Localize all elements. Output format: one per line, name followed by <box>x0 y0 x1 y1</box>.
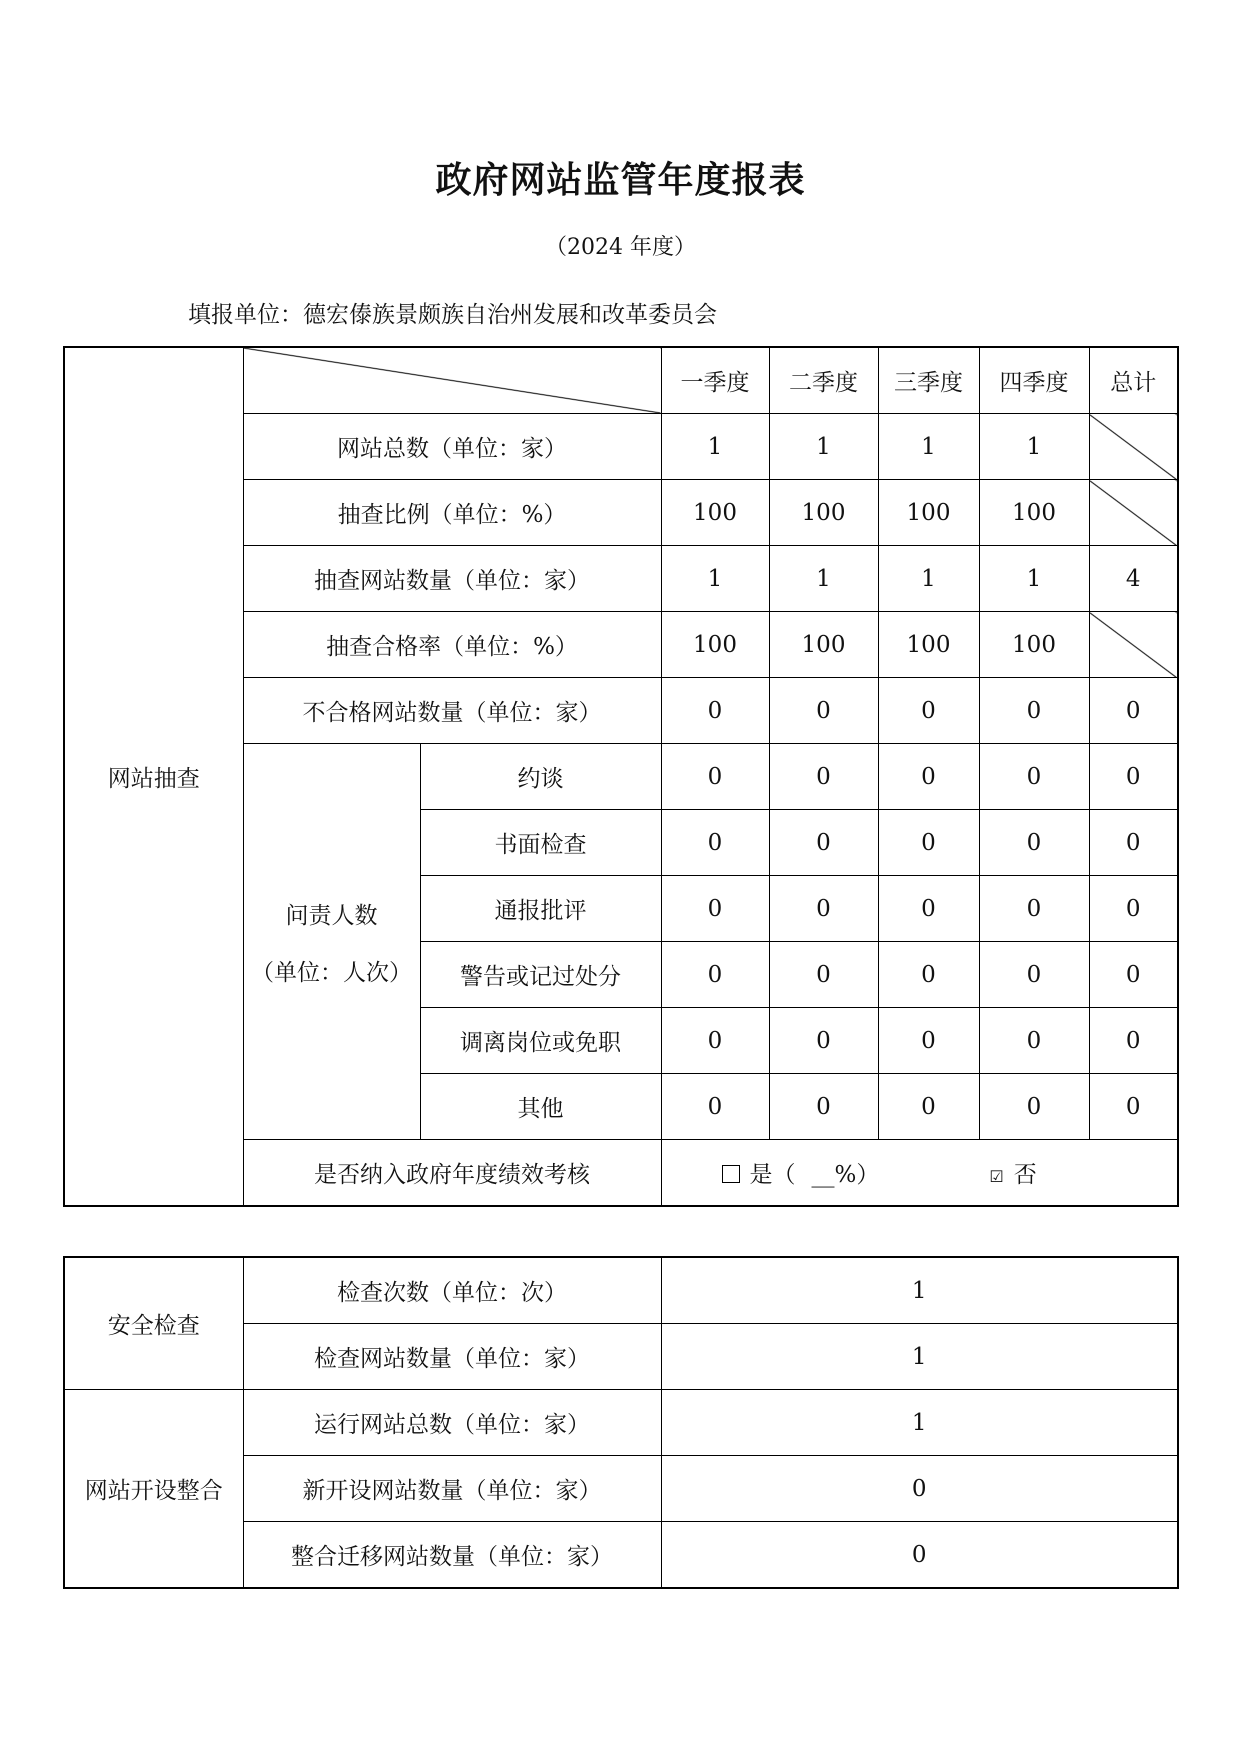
cell-value: 100 <box>979 480 1089 546</box>
yes-label: 是（ <box>749 1162 796 1188</box>
cell-value: 1 <box>661 1324 1178 1390</box>
no-checkbox-checked[interactable]: ☑ <box>989 1167 1004 1186</box>
cell-value: 0 <box>661 678 769 744</box>
row-label: 通报批评 <box>420 876 661 942</box>
cell-value: 0 <box>661 876 769 942</box>
cell-value: 0 <box>769 876 878 942</box>
row-label: 调离岗位或免职 <box>420 1008 661 1074</box>
cell-total: 0 <box>1089 678 1178 744</box>
cell-value: 1 <box>878 414 979 480</box>
row-label: 其他 <box>420 1074 661 1140</box>
cell-total: 4 <box>1089 546 1178 612</box>
cell-value: 0 <box>661 1074 769 1140</box>
row-label: 检查网站数量（单位：家） <box>243 1324 661 1390</box>
row-label: 检查次数（单位：次） <box>243 1257 661 1324</box>
cell-value: 0 <box>979 942 1089 1008</box>
cell-value: 0 <box>769 1008 878 1074</box>
crossed-out-cell <box>1089 612 1178 678</box>
no-label: 否 <box>1013 1162 1037 1188</box>
cell-value: 0 <box>661 1008 769 1074</box>
row-label: 抽查合格率（单位：%） <box>243 612 661 678</box>
cell-value: 100 <box>661 612 769 678</box>
cell-value: 0 <box>661 744 769 810</box>
cell-value: 1 <box>661 1257 1178 1324</box>
cell-total: 0 <box>1089 810 1178 876</box>
cell-value: 1 <box>661 414 769 480</box>
crossed-out-cell <box>1089 414 1178 480</box>
cell-value: 0 <box>979 1008 1089 1074</box>
reporting-unit: 填报单位：德宏傣族景颇族自治州发展和改革委员会 <box>188 302 717 328</box>
cell-value: 0 <box>878 1008 979 1074</box>
cell-total: 0 <box>1089 942 1178 1008</box>
cell-value: 100 <box>878 612 979 678</box>
cell-value: 1 <box>769 546 878 612</box>
cell-value: 0 <box>878 942 979 1008</box>
cell-value: 100 <box>661 480 769 546</box>
table-row <box>64 1257 1178 1324</box>
cell-total: 0 <box>1089 744 1178 810</box>
cell-value: 0 <box>769 942 878 1008</box>
cell-value: 0 <box>878 678 979 744</box>
row-label: 整合迁移网站数量（单位：家） <box>243 1522 661 1589</box>
performance-options <box>661 1140 1178 1207</box>
row-label: 抽查网站数量（单位：家） <box>243 546 661 612</box>
cell-total: 0 <box>1089 876 1178 942</box>
section-security-check: 安全检查 <box>64 1257 243 1390</box>
header-q2: 二季度 <box>769 347 878 414</box>
header-q3: 三季度 <box>878 347 979 414</box>
header-total: 总计 <box>1089 347 1178 414</box>
table-row <box>64 1390 1178 1456</box>
section-site-integration: 网站开设整合 <box>64 1390 243 1589</box>
cell-value: 0 <box>661 810 769 876</box>
cell-total: 0 <box>1089 1074 1178 1140</box>
cell-value: 1 <box>661 546 769 612</box>
accountability-label <box>243 744 420 1140</box>
cell-value: 100 <box>769 612 878 678</box>
cell-value: 0 <box>979 876 1089 942</box>
cell-total: 0 <box>1089 1008 1178 1074</box>
header-row <box>64 347 1178 414</box>
cell-value: 0 <box>878 744 979 810</box>
page-title: 政府网站监管年度报表 <box>435 159 806 201</box>
header-q4: 四季度 <box>979 347 1089 414</box>
row-label: 抽查比例（单位：%） <box>243 480 661 546</box>
row-label: 是否纳入政府年度绩效考核 <box>243 1140 661 1207</box>
row-label: 运行网站总数（单位：家） <box>243 1390 661 1456</box>
cell-value: 1 <box>769 414 878 480</box>
cell-value: 0 <box>979 678 1089 744</box>
yes-checkbox[interactable] <box>722 1165 740 1183</box>
cell-value: 100 <box>979 612 1089 678</box>
cell-value: 1 <box>878 546 979 612</box>
security-table <box>63 1256 1179 1589</box>
cell-value: 1 <box>661 1390 1178 1456</box>
cell-value: 0 <box>878 810 979 876</box>
crossed-out-cell <box>1089 480 1178 546</box>
cell-value: 0 <box>979 810 1089 876</box>
row-label: 书面检查 <box>420 810 661 876</box>
row-label: 新开设网站数量（单位：家） <box>243 1456 661 1522</box>
accountability-label-line2: （单位：人次） <box>251 959 412 986</box>
row-label: 不合格网站数量（单位：家） <box>243 678 661 744</box>
report-table <box>63 346 1179 1207</box>
cell-value: 0 <box>661 942 769 1008</box>
cell-value: 100 <box>769 480 878 546</box>
section-website-spotcheck: 网站抽查 <box>64 347 243 1206</box>
cell-value: 0 <box>769 1074 878 1140</box>
cell-value: 100 <box>878 480 979 546</box>
cell-value: 0 <box>878 1074 979 1140</box>
cell-value: 0 <box>979 1074 1089 1140</box>
report-year: （2024 年度） <box>545 235 696 260</box>
cell-value: 1 <box>979 546 1089 612</box>
cell-value: 0 <box>769 810 878 876</box>
cell-value: 0 <box>661 1522 1178 1589</box>
cell-value: 0 <box>769 744 878 810</box>
percent-blank: __%） <box>811 1162 880 1188</box>
row-label: 网站总数（单位：家） <box>243 414 661 480</box>
accountability-label-line1: 问责人数 <box>285 902 378 929</box>
header-diagonal-cell <box>243 347 661 414</box>
cell-value: 0 <box>661 1456 1178 1522</box>
header-q1: 一季度 <box>661 347 769 414</box>
cell-value: 0 <box>979 744 1089 810</box>
cell-value: 1 <box>979 414 1089 480</box>
cell-value: 0 <box>878 876 979 942</box>
row-label: 警告或记过处分 <box>420 942 661 1008</box>
row-label: 约谈 <box>420 744 661 810</box>
cell-value: 0 <box>769 678 878 744</box>
